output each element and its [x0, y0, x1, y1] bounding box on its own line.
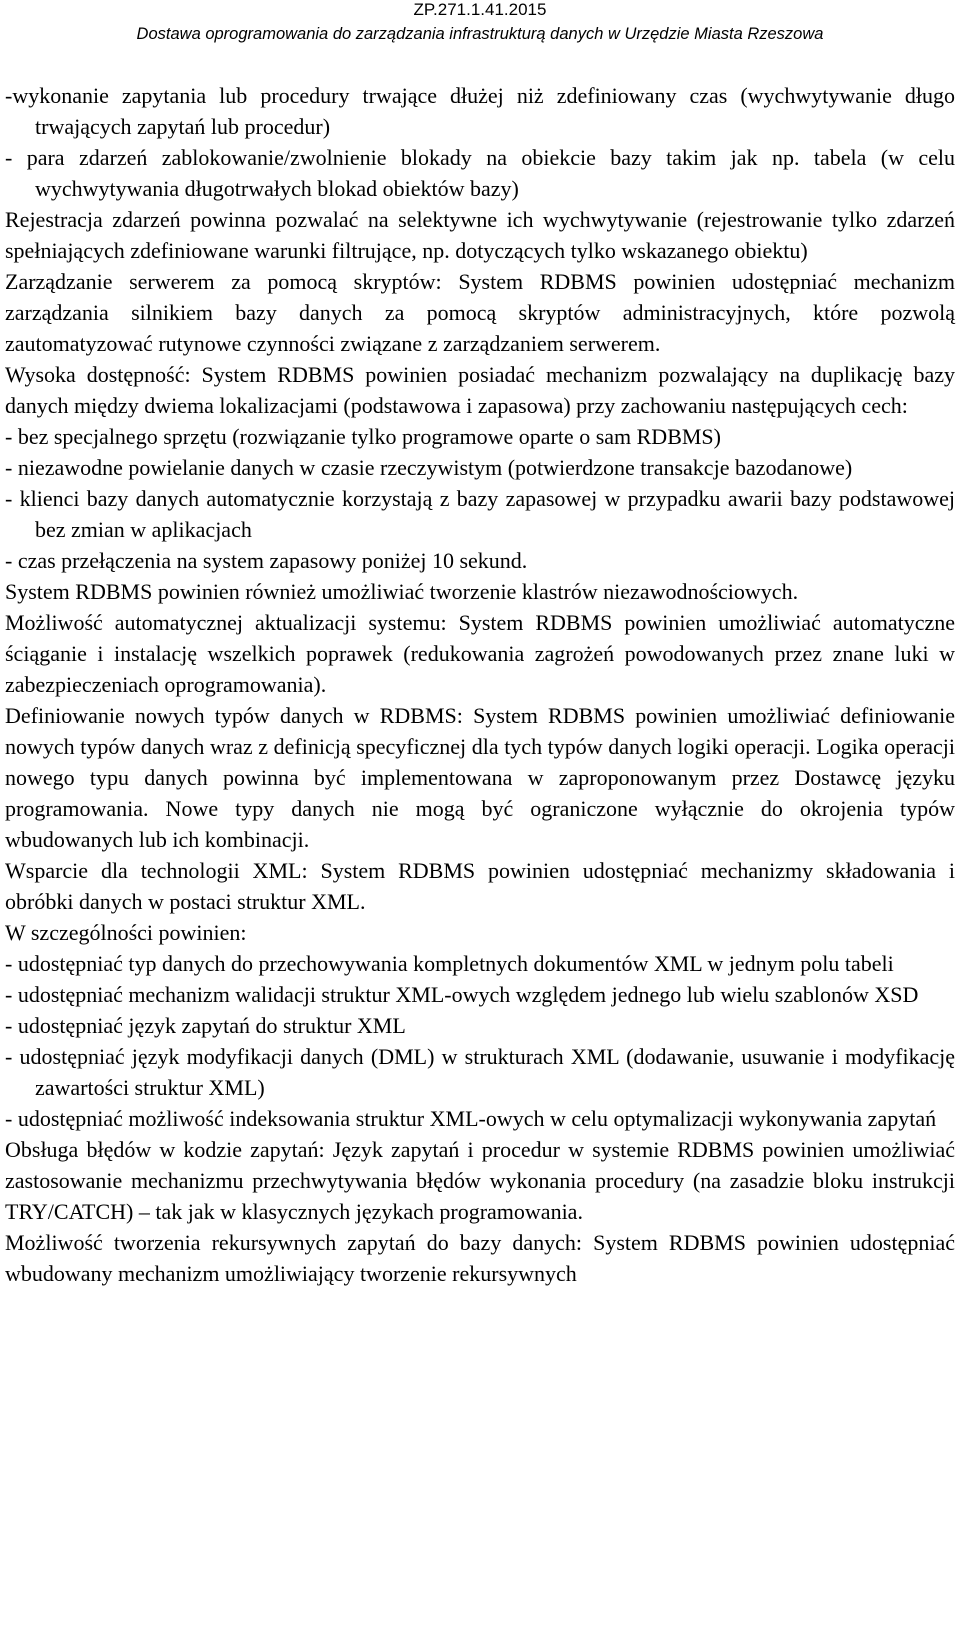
list-item: - udostępniać język modyfikacji danych (DML) w strukturach XML (dodawanie, usuwanie i modyfikację zawartości struktur XML)	[5, 1044, 955, 1100]
section-text: System RDBMS powinien umożliwiać automatyczne ściąganie i instalację wszelkich poprawek (redukowania zagrożeń powodowanych przez znane luki w zabezpieczeniach oprogramowania).	[5, 610, 955, 697]
paragraph: W szczególności powinien:	[5, 920, 247, 945]
list-item: - udostępniać język zapytań do struktur XML	[5, 1013, 406, 1038]
section-text: System RDBMS powinien posiadać mechanizm pozwalający na duplikację bazy danych między dwiema lokalizacjami (podstawowa i zapasowa) przy zachowaniu następujących cech:	[5, 362, 956, 418]
document-reference: ZP.271.1.41.2015	[413, 0, 547, 19]
list-item: - udostępniać mechanizm walidacji struktur XML-owych względem jednego lub wielu szablonów XSD	[5, 982, 919, 1007]
section-text: Język zapytań i procedur w systemie RDBMS powinien umożliwiać zastosowanie mechanizmu przechwytywania błędów wykonania procedury (na zasadzie bloku instrukcji TRY/CATCH) – tak jak w klasycznych językach programowania.	[5, 1137, 956, 1224]
section-label: Definiowanie nowych typów danych w RDBMS:	[5, 703, 463, 728]
section-text: System RDBMS powinien umożliwiać definiowanie nowych typów danych wraz z definicją specyficznej dla tych typów danych logiki operacji. Logika operacji nowego typu danych powinna być implementowana w zaproponowanym przez Dostawcę języku programowania. Nowe typy danych nie mogą być ograniczone wyłącznie do okrojenia typów wbudowanych lub ich kombinacji.	[5, 703, 955, 852]
section-label: Obsługa błędów w kodzie zapytań:	[5, 1137, 325, 1162]
section-label: Zarządzanie serwerem za pomocą skryptów:	[5, 269, 442, 294]
list-item: - bez specjalnego sprzętu (rozwiązanie tylko programowe oparte o sam RDBMS)	[5, 424, 721, 449]
document-subtitle: Dostawa oprogramowania do zarządzania infrastrukturą danych w Urzędzie Miasta Rzeszowa	[136, 25, 824, 43]
page-header	[0, 0, 960, 50]
list-item: - udostępniać typ danych do przechowywania kompletnych dokumentów XML w jednym polu tabeli	[5, 951, 894, 976]
paragraph: Rejestracja zdarzeń powinna pozwalać na selektywne ich wychwytywanie (rejestrowanie tylko zdarzeń spełniających zdefiniowane warunki filtrujące, np. dotyczących tylko wskazanego obiektu)	[5, 207, 955, 263]
section-label: Wysoka dostępność:	[5, 362, 191, 387]
section-paragraph	[5, 359, 955, 421]
section-paragraph	[5, 700, 955, 855]
list-item: - czas przełączenia na system zapasowy poniżej 10 sekund.	[5, 548, 528, 573]
section-paragraph	[5, 1134, 955, 1227]
paragraph: System RDBMS powinien również umożliwiać tworzenie klastrów niezawodnościowych.	[5, 579, 799, 604]
section-paragraph	[5, 266, 955, 359]
section-text: System RDBMS powinien udostępniać mechanizmy składowania i obróbki danych w postaci struktur XML.	[5, 858, 955, 914]
list-item: - klienci bazy danych automatycznie korzystają z bazy zapasowej w przypadku awarii bazy podstawowej bez zmian w aplikacjach	[5, 486, 955, 542]
document-body	[5, 80, 955, 1289]
section-label: Możliwość tworzenia rekursywnych zapytań do bazy danych:	[5, 1230, 583, 1255]
section-paragraph	[5, 607, 955, 700]
list-item: -wykonanie zapytania lub procedury trwające dłużej niż zdefiniowany czas (wychwytywanie długo trwających zapytań lub procedur)	[5, 83, 955, 139]
section-text: System RDBMS powinien udostępniać mechanizm zarządzania silnikiem bazy danych za pomocą skryptów administracyjnych, które pozwolą zautomatyzować rutynowe czynności związane z zarządzaniem serwerem.	[5, 269, 956, 356]
list-item: - udostępniać możliwość indeksowania struktur XML-owych w celu optymalizacji wykonywania zapytań	[5, 1106, 937, 1131]
list-item: - niezawodne powielanie danych w czasie rzeczywistym (potwierdzone transakcje bazodanowe)	[5, 455, 853, 480]
section-text: System RDBMS powinien udostępniać wbudowany mechanizm umożliwiający tworzenie rekursywnych	[5, 1230, 956, 1286]
section-label: Wsparcie dla technologii XML:	[5, 858, 308, 883]
section-label: Możliwość automatycznej aktualizacji systemu:	[5, 610, 447, 635]
list-item: - para zdarzeń zablokowanie/zwolnienie blokady na obiekcie bazy takim jak np. tabela (w celu wychwytywania długotrwałych blokad obiektów bazy)	[5, 145, 955, 201]
section-paragraph	[5, 1227, 955, 1289]
section-paragraph	[5, 855, 955, 917]
